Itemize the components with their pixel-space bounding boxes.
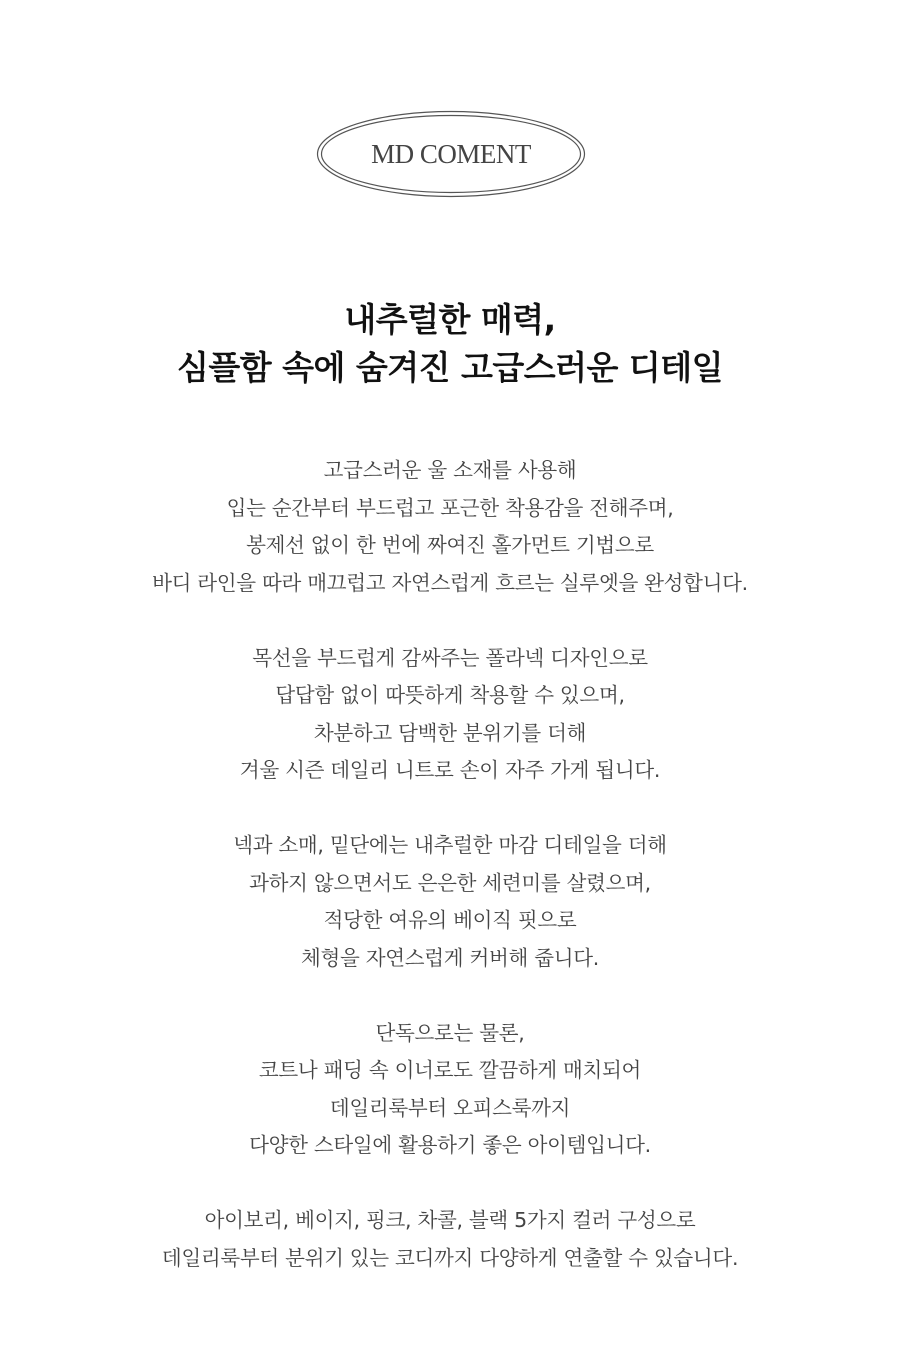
md-comment-badge <box>316 110 586 198</box>
paragraph-line: 체형을 자연스럽게 커버해 줍니다. <box>301 945 599 970</box>
paragraph-line: 다양한 스타일에 활용하기 좋은 아이템입니다. <box>249 1133 651 1157</box>
paragraph-line: 고급스러운 울 소재를 사용해 <box>323 458 577 482</box>
description-body <box>0 452 900 1277</box>
paragraph-material <box>0 452 900 602</box>
paragraph-line: 목선을 부드럽게 감싸주는 폴라넥 디자인으로 <box>252 645 648 670</box>
paragraph-line: 차분하고 담백한 분위기를 더해 <box>313 720 587 745</box>
paragraph-line: 답답함 없이 따뜻하게 착용할 수 있으며, <box>275 683 625 707</box>
paragraph-line: 입는 순간부터 부드럽고 포근한 착용감을 전해주며, <box>226 495 674 520</box>
badge-label: MD COMENT <box>371 139 531 169</box>
paragraph-styling <box>0 1015 900 1165</box>
paragraph-colors <box>0 1202 900 1277</box>
paragraph-line: 바디 라인을 따라 매끄럽고 자연스럽게 흐르는 실루엣을 완성합니다. <box>152 570 748 595</box>
paragraph-line: 넥과 소매, 밑단에는 내추럴한 마감 디테일을 더해 <box>233 833 667 857</box>
headline-line-1: 내추럴한 매력, <box>344 300 556 339</box>
headline-line-2: 심플함 속에 숨겨진 고급스러운 디테일 <box>176 348 723 387</box>
headline <box>0 296 900 392</box>
paragraph-line: 아이보리, 베이지, 핑크, 차콜, 블랙 5가지 컬러 구성으로 <box>204 1208 696 1232</box>
paragraph-line: 코트나 패딩 속 이너로도 깔끔하게 매치되어 <box>258 1058 642 1082</box>
paragraph-line: 데일리룩부터 분위기 있는 코디까지 다양하게 연출할 수 있습니다. <box>161 1245 739 1270</box>
paragraph-line: 과하지 않으면서도 은은한 세련미를 살렸으며, <box>249 870 651 895</box>
paragraph-line: 적당한 여유의 베이직 핏으로 <box>323 908 577 932</box>
paragraph-line: 봉제선 없이 한 번에 짜여진 홀가먼트 기법으로 <box>246 533 654 557</box>
paragraph-detail <box>0 827 900 977</box>
paragraph-line: 단독으로는 물론, <box>375 1020 525 1045</box>
paragraph-line: 데일리룩부터 오피스룩까지 <box>329 1095 571 1120</box>
paragraph-line: 겨울 시즌 데일리 니트로 손이 자주 가게 됩니다. <box>239 758 661 782</box>
paragraph-neckline <box>0 640 900 790</box>
